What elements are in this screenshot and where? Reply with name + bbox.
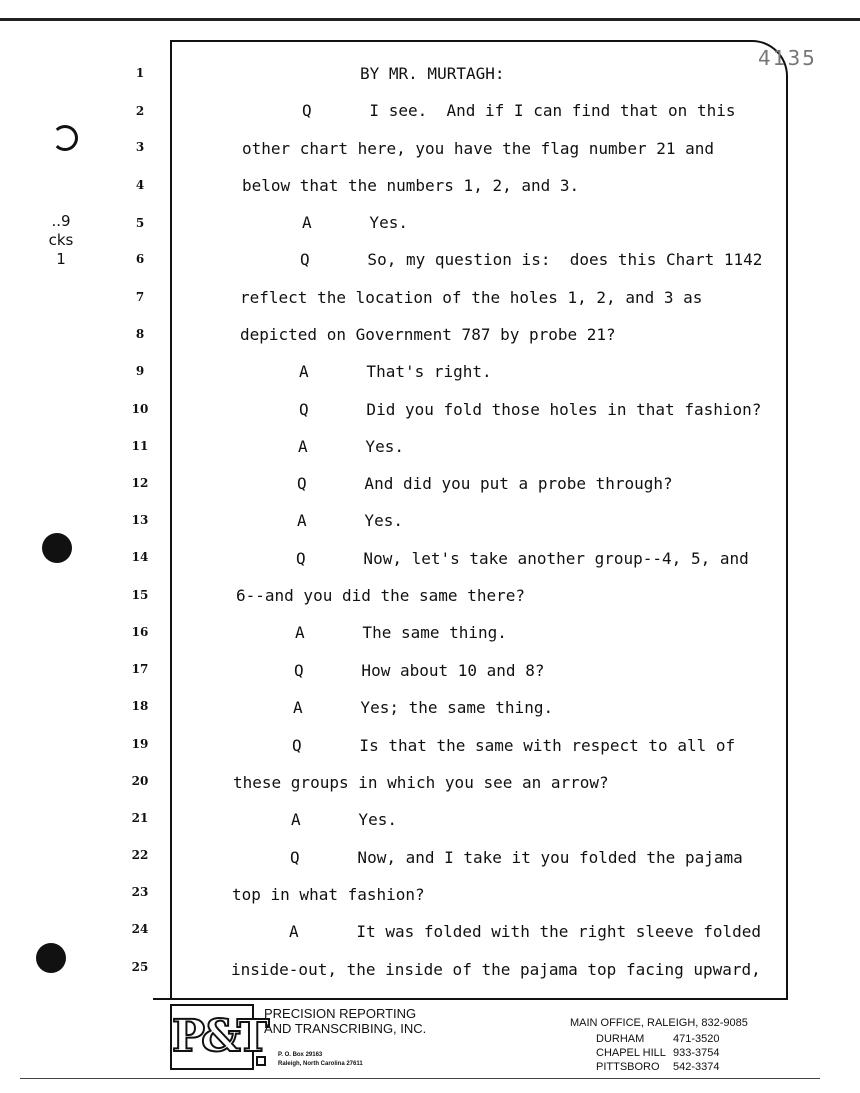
line-number: 11 [131,439,149,453]
po-city: Raleigh, North Carolina 27611 [278,1061,363,1067]
line-number: 13 [131,513,149,527]
transcript-line: Q Did you fold those holes in that fashion? [299,400,762,419]
transcript-line: A Yes; the same thing. [293,698,554,717]
page-top-rule [0,18,860,21]
transcript-line: inside-out, the inside of the pajama top facing upward, [231,960,761,979]
transcript-line: A Yes. [298,437,404,456]
logo-square-mark [256,1056,266,1066]
line-number: 6 [135,252,145,266]
line-number: 17 [131,662,149,676]
line-number: 12 [131,476,149,490]
transcript-line: reflect the location of the holes 1, 2, and 3 as [240,288,703,307]
line-number: 21 [131,811,149,825]
frame-left-border [170,40,172,1000]
page-number: 4135 [758,46,817,70]
transcript-line: BY MR. MURTAGH: [360,64,505,83]
frame-top-border [170,40,750,42]
line-number: 18 [131,699,149,713]
transcript-line: A It was folded with the right sleeve folded [289,922,762,941]
line-number: 3 [135,140,145,154]
line-number: 4 [135,178,145,192]
transcript-line: Q So, my question is: does this Chart 1142 [300,250,763,269]
po-box: P. O. Box 29163 [278,1052,323,1058]
office-phone: 471-3520 [673,1033,720,1045]
transcript-line: Q Now, and I take it you folded the pajama [290,848,743,867]
line-number: 7 [135,290,145,304]
transcript-line: other chart here, you have the flag number 21 and [242,139,715,158]
transcript-line: 6--and you did the same there? [236,586,525,605]
transcript-line: Q I see. And if I can find that on this [302,101,736,120]
firm-logo: P&T [170,1004,254,1070]
transcript-line: depicted on Government 787 by probe 21? [240,325,616,344]
transcript-line: below that the numbers 1, 2, and 3. [242,176,580,195]
punch-hole-partial-icon [52,125,78,151]
line-number: 2 [135,104,145,118]
transcript-line: Q And did you put a probe through? [297,474,673,493]
office-city: CHAPEL HILL [596,1047,666,1059]
line-number: 22 [131,848,149,862]
office-city: PITTSBORO [596,1061,660,1073]
transcript-line: A The same thing. [295,623,507,642]
line-number: 9 [135,364,145,378]
line-number: 15 [131,588,149,602]
office-phone: 542-3374 [673,1061,720,1073]
line-number: 19 [131,737,149,751]
line-number: 10 [131,402,149,416]
frame-bottom-border [153,998,788,1000]
margin-note-line-3: 1 [56,250,66,268]
margin-note-line-1: ..9 [51,212,71,230]
transcript-line: Q Is that the same with respect to all of [292,736,736,755]
transcript-line: A Yes. [291,810,397,829]
transcript-line: top in what fashion? [232,885,425,904]
transcript-line: Q Now, let's take another group--4, 5, and [296,549,749,568]
office-city: DURHAM [596,1033,645,1045]
frame-right-border [786,78,788,998]
line-number: 20 [131,774,149,788]
transcript-line: these groups in which you see an arrow? [233,773,609,792]
punch-hole-icon [42,533,72,563]
line-number: 16 [131,625,149,639]
line-number: 5 [135,216,145,230]
line-number: 23 [131,885,149,899]
punch-hole-icon [36,943,66,973]
margin-note-line-2: cks [48,231,74,249]
page-bottom-rule [20,1078,820,1079]
line-number: 25 [131,960,149,974]
firm-name-line-2: AND TRANSCRIBING, INC. [264,1021,427,1036]
office-phone: 933-3754 [673,1047,720,1059]
transcript-line: A That's right. [299,362,492,381]
line-number: 1 [135,66,145,80]
firm-name-line-1: PRECISION REPORTING [264,1006,417,1021]
main-office: MAIN OFFICE, RALEIGH, 832-9085 [570,1017,748,1029]
line-number: 24 [131,922,149,936]
line-number: 14 [131,550,149,564]
transcript-line: A Yes. [302,213,408,232]
line-number: 8 [135,327,145,341]
transcript-line: A Yes. [297,511,403,530]
transcript-line: Q How about 10 and 8? [294,661,545,680]
